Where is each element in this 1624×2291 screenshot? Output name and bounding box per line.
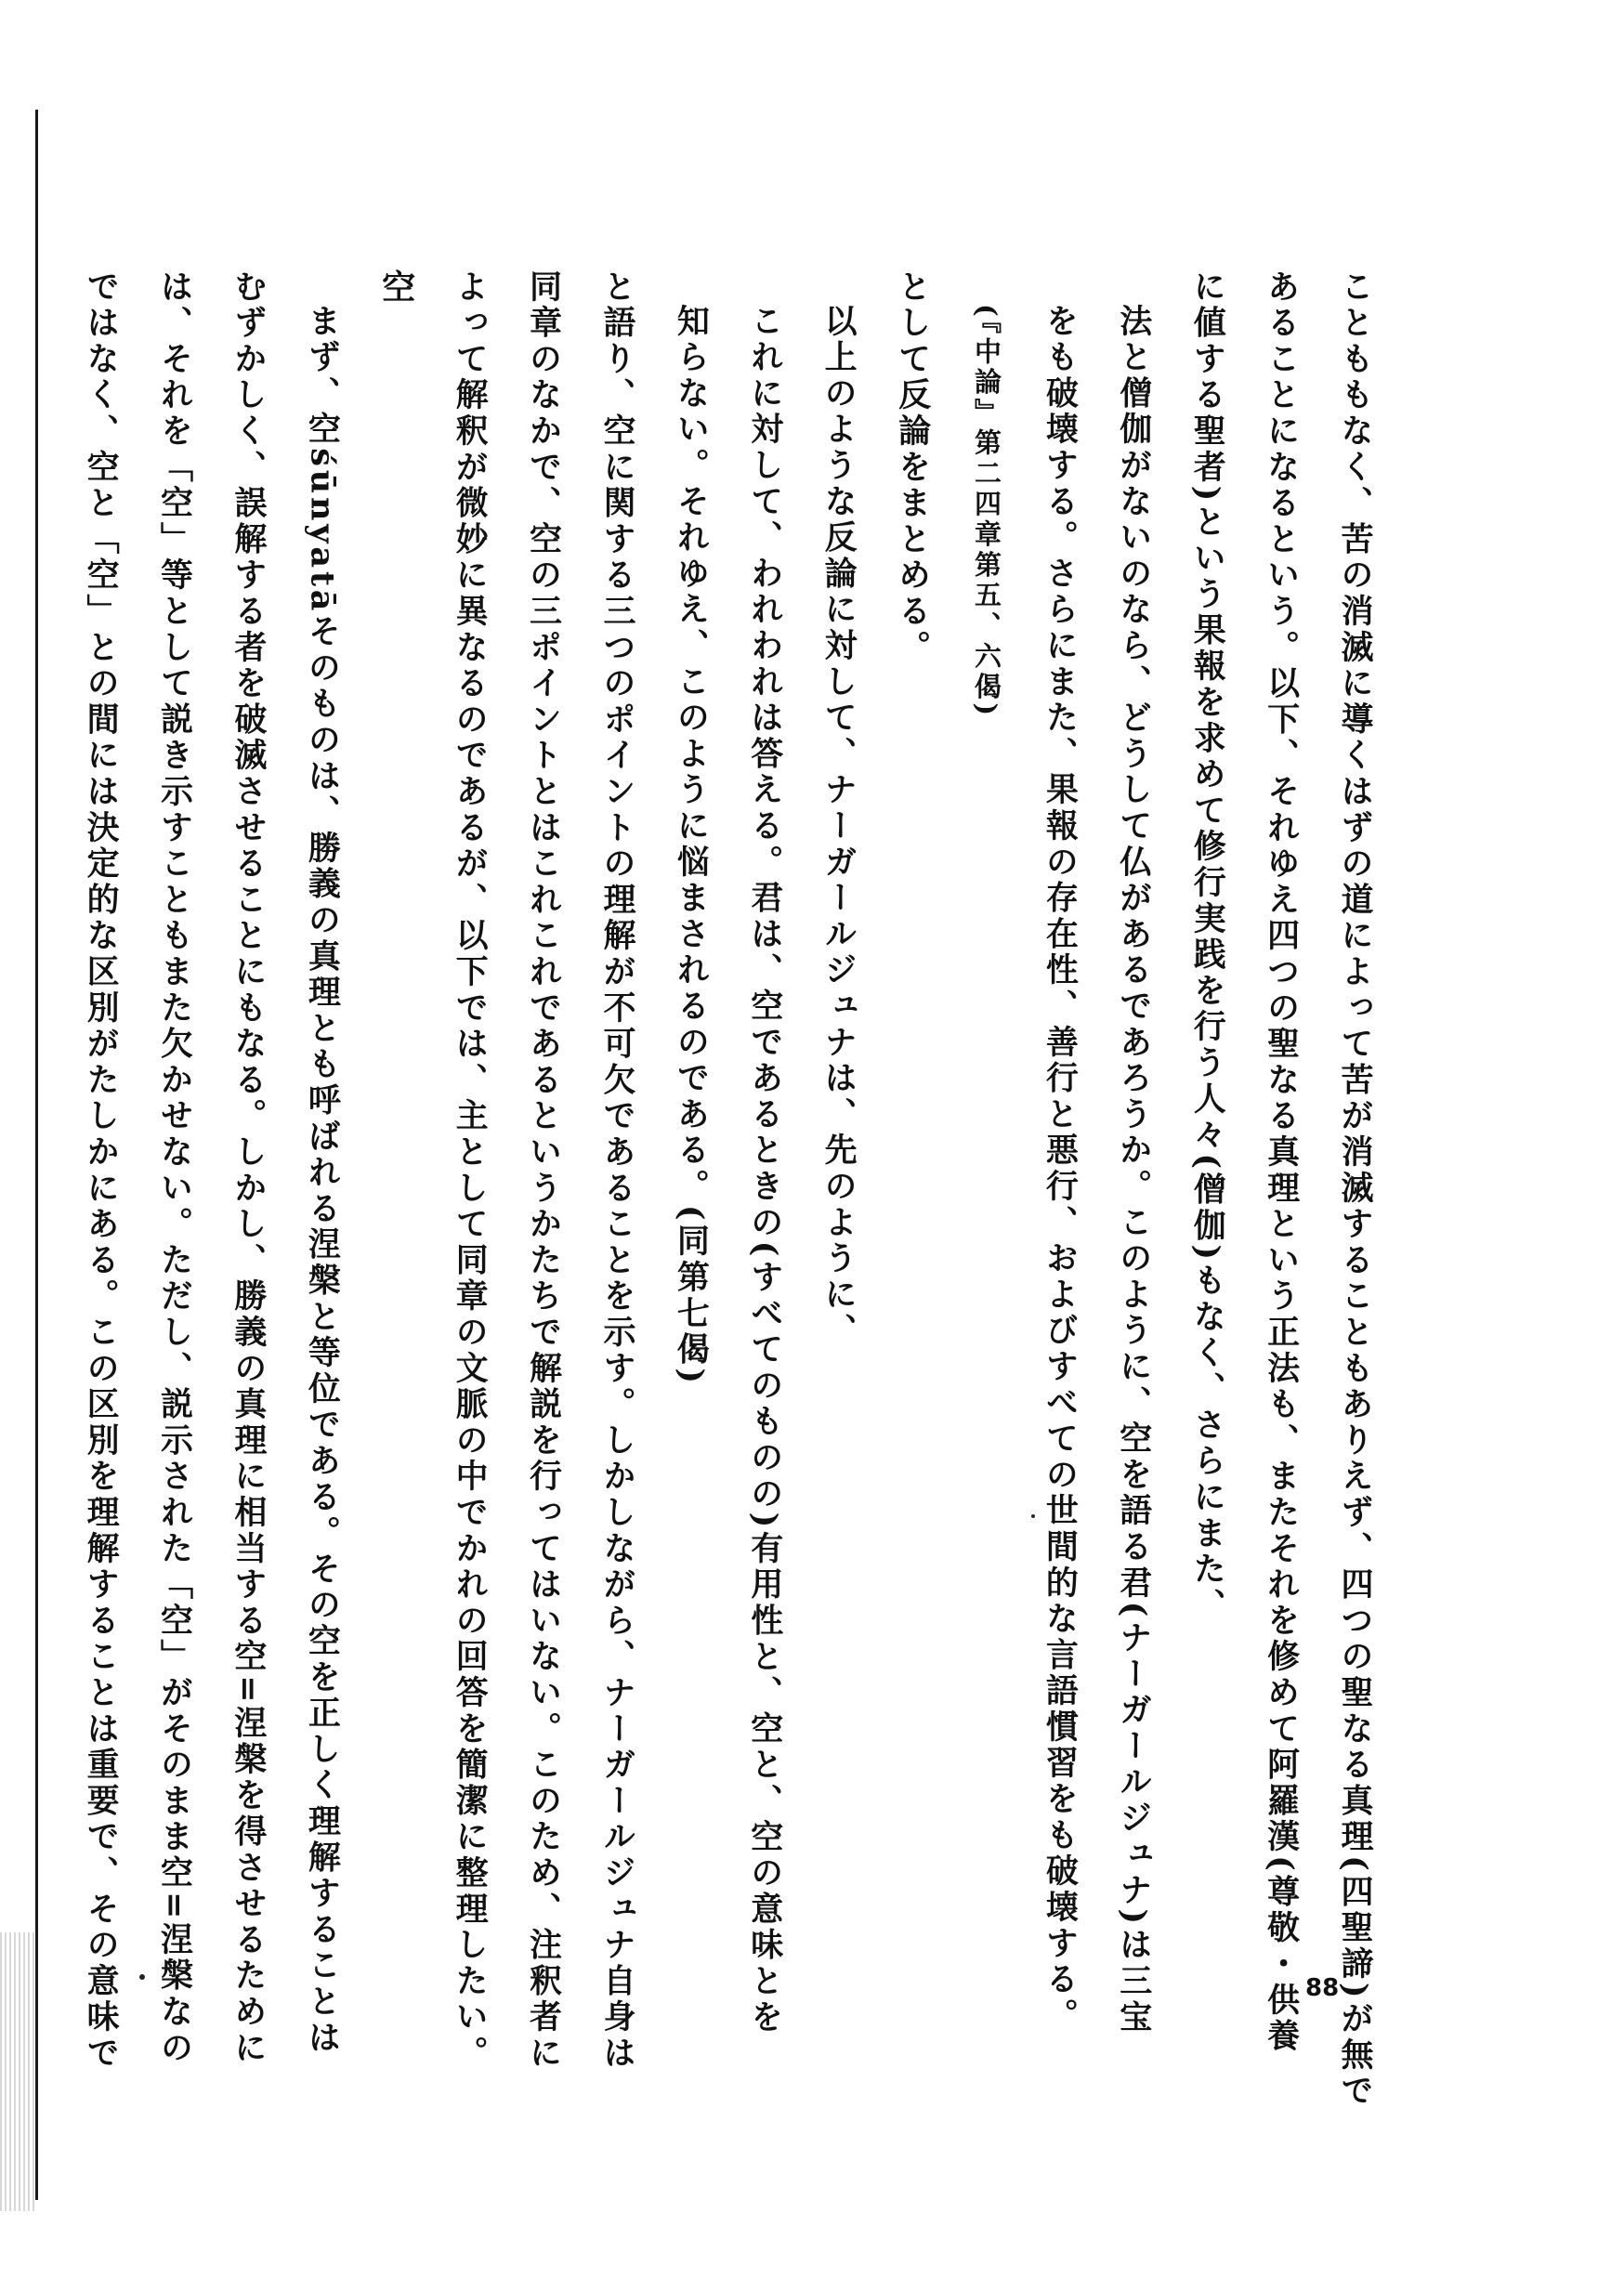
quoted-line: 法と僧伽がないのなら、どうして仏があるであろうか。このように、空を語る君(ナーガールジュナ)は三宝	[1114, 304, 1153, 2036]
text-line: と語り、空に関する三つのポイントの理解が不可欠であることを示す。しかしながら、ナーガールジュナ自身は	[597, 269, 636, 2072]
text-line: は、それを「空」等として説き示すこともまた欠かせない。ただし、説示された「空」がそのまま空=涅槃なの	[155, 269, 194, 2067]
text-line: まず、空śūnyatāそのものは、勝義の真理とも呼ばれる涅槃と等位である。その空を正しく理解することは	[303, 304, 342, 2057]
quoted-line: これに対して、われわれは答える。君は、空であるときの(すべてのものの)有用性と、空と、空の意味とを	[745, 304, 784, 2036]
binding-edge-line	[35, 110, 38, 2200]
text-line: ことももなく、苦の消滅に導くはずの道によって苦が消滅することもありえず、四つの聖なる真理(四聖諦)が無で	[1336, 269, 1374, 2110]
text-line: 以上のような反論に対して、ナーガールジュナは、先のように、	[819, 304, 858, 1350]
quoted-line: 知らない。それゆえ、このように悩まされるのである。(同第七偈)	[672, 304, 711, 1387]
text-line: 同章のなかで、空の三ポイントとはこれこれであるというかたちで解説を行ってはいない。このため、注釈者に	[524, 269, 563, 2072]
scan-edge-noise	[0, 1932, 37, 2211]
body-text-vertical	[64, 269, 1392, 2110]
citation-line: (『中論』第二四章第五、六偈)	[970, 304, 1002, 719]
text-line: ではなく、空と「空」との間には決定的な区別がたしかにある。この区別を理解することは重要で、その意味で	[82, 269, 121, 2072]
quoted-line: をも破壊する。さらにまた、果報の存在性、善行と悪行、およびすべての世間的な言語慣習をも破壊する。	[1041, 304, 1080, 2035]
text-line: として反論をまとめる。	[893, 269, 932, 666]
text-line: むずかしく、誤解する者を破滅させることにもなる。しかし、勝義の真理に相当する空=涅槃を得させるために	[229, 269, 268, 2067]
text-line: に値する聖者)という果報を求めて修行実践を行う人々(僧伽)もなく、さらにまた、	[1188, 269, 1227, 1624]
text-line: あることになるという。以下、それゆえ四つの聖なる真理という正法も、またそれを修めて阿羅漢(尊敬・供養	[1262, 269, 1301, 2055]
text-line: よって解釈が微妙に異なるのであるが、以下では、主として同章の文脈の中でかれの回答を簡潔に整理したい。	[451, 269, 490, 2072]
page-number: 88	[1305, 1974, 1340, 2002]
section-heading: 空	[376, 269, 416, 307]
